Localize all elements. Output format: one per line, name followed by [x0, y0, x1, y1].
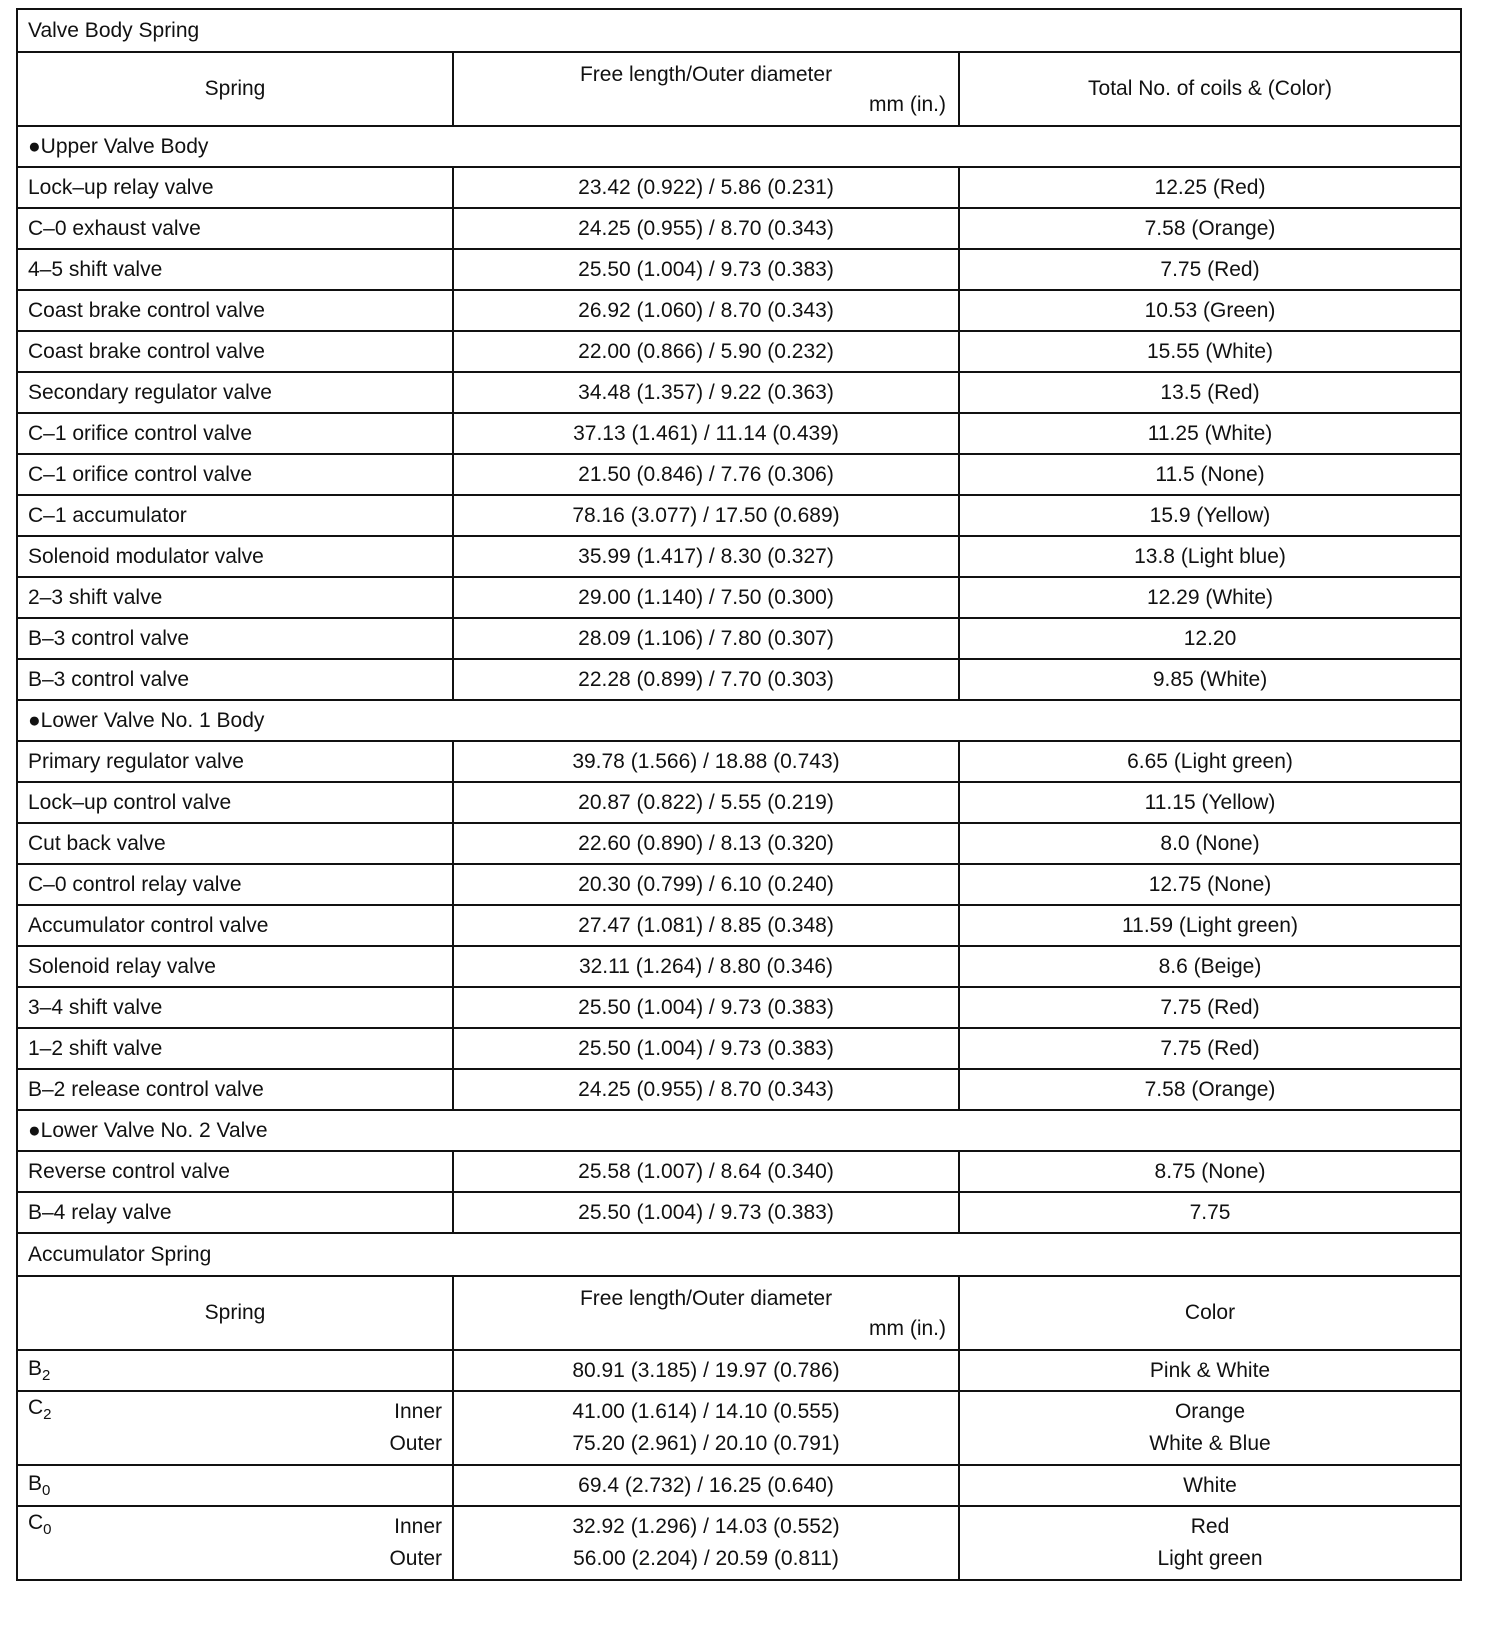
- free-length-value: 75.20 (2.961) / 20.10 (0.791): [572, 1432, 840, 1455]
- table-row: [17, 946, 1461, 987]
- spring-name: [28, 1472, 50, 1499]
- table-row: [17, 741, 1461, 782]
- coils-color-value: 6.65 (Light green): [1127, 749, 1293, 773]
- free-length-value: 56.00 (2.204) / 20.59 (0.811): [573, 1547, 839, 1570]
- table-row: [17, 1391, 1461, 1465]
- color-value: Orange: [1174, 1400, 1246, 1423]
- free-length-value: 32.11 (1.264) / 8.80 (0.346): [578, 954, 834, 978]
- coils-color-value: 15.9 (Yellow): [1149, 503, 1271, 527]
- spring-name: Primary regulator valve: [28, 749, 244, 773]
- free-length-value: 21.50 (0.846) / 7.76 (0.306): [578, 462, 834, 486]
- free-length-value: 34.48 (1.357) / 9.22 (0.363): [578, 380, 834, 404]
- spring-name: Lock–up control valve: [28, 790, 232, 814]
- free-length-value: 28.09 (1.106) / 7.80 (0.307): [578, 626, 834, 650]
- header-free-length: Free length/Outer diameter: [579, 1287, 833, 1310]
- coils-color-value: 10.53 (Green): [1144, 298, 1276, 322]
- spring-name: 4–5 shift valve: [28, 257, 163, 281]
- section-title-row: [17, 1233, 1461, 1276]
- header-unit: mm (in.): [869, 1317, 946, 1340]
- free-length-value: 24.25 (0.955) / 8.70 (0.343): [578, 1077, 834, 1101]
- spring-spec-document: [16, 8, 1462, 1581]
- part-label: Outer: [389, 1547, 442, 1570]
- color-value: Light green: [1157, 1547, 1263, 1570]
- coils-color-value: 11.15 (Yellow): [1144, 790, 1276, 814]
- table-title: Valve Body Spring: [28, 18, 200, 42]
- coils-color-value: 11.5 (None): [1155, 462, 1265, 486]
- coils-color-value: 15.55 (White): [1146, 339, 1274, 363]
- header-row: [17, 52, 1461, 126]
- free-length-value: 78.16 (3.077) / 17.50 (0.689): [572, 503, 840, 527]
- free-length-value: 29.00 (1.140) / 7.50 (0.300): [578, 585, 834, 609]
- free-length-value: 22.28 (0.899) / 7.70 (0.303): [578, 667, 834, 691]
- spring-name: Solenoid modulator valve: [28, 544, 264, 568]
- spring-name: C–1 orifice control valve: [28, 421, 253, 445]
- part-label: Inner: [394, 1515, 442, 1538]
- free-length-value: 80.91 (3.185) / 19.97 (0.786): [572, 1358, 840, 1382]
- spring-subscript: 2: [43, 1406, 52, 1423]
- table-row: [17, 290, 1461, 331]
- table-row: [17, 864, 1461, 905]
- spring-letter: B: [28, 1357, 43, 1380]
- table-row: [17, 331, 1461, 372]
- table-row: [17, 987, 1461, 1028]
- coils-color-value: 7.75 (Red): [1160, 995, 1260, 1019]
- part-label: Inner: [394, 1400, 442, 1423]
- section-row: [17, 700, 1461, 741]
- table-row: [17, 413, 1461, 454]
- free-length-value: 22.60 (0.890) / 8.13 (0.320): [578, 831, 834, 855]
- section-row: [17, 126, 1461, 167]
- free-length-value: 22.00 (0.866) / 5.90 (0.232): [578, 339, 834, 363]
- spring-name: B–4 relay valve: [28, 1200, 172, 1224]
- spring-name: B–3 control valve: [28, 667, 190, 691]
- free-length-value: 25.50 (1.004) / 9.73 (0.383): [578, 1200, 834, 1224]
- table-row: [17, 905, 1461, 946]
- table-row: [17, 167, 1461, 208]
- table-row: [17, 1465, 1461, 1506]
- section-title-row: [17, 9, 1461, 52]
- coils-color-value: 7.75 (Red): [1160, 257, 1260, 281]
- spring-name: Lock–up relay valve: [28, 175, 214, 199]
- free-length-value: 41.00 (1.614) / 14.10 (0.555): [572, 1400, 840, 1423]
- spring-name: Accumulator control valve: [28, 913, 269, 937]
- table-row: [17, 659, 1461, 700]
- table-row: [17, 577, 1461, 618]
- color-value: White & Blue: [1149, 1432, 1271, 1455]
- section-label: ●Lower Valve No. 2 Valve: [28, 1118, 268, 1142]
- coils-color-value: 12.75 (None): [1148, 872, 1272, 896]
- coils-color-value: 12.29 (White): [1146, 585, 1274, 609]
- table-title: Accumulator Spring: [28, 1242, 212, 1266]
- coils-color-value: 13.8 (Light blue): [1134, 544, 1286, 568]
- free-length-value: 69.4 (2.732) / 16.25 (0.640): [578, 1473, 834, 1497]
- coils-color-value: 7.75 (Red): [1160, 1036, 1260, 1060]
- spring-name: C–0 exhaust valve: [28, 216, 201, 240]
- spring-name: Solenoid relay valve: [28, 954, 216, 978]
- spring-name: C–1 accumulator: [28, 503, 187, 527]
- free-length-value: 20.30 (0.799) / 6.10 (0.240): [578, 872, 834, 896]
- spring-name: Coast brake control valve: [28, 339, 265, 363]
- section-label: ●Lower Valve No. 1 Body: [28, 708, 265, 732]
- table-row: [17, 454, 1461, 495]
- coils-color-value: 9.85 (White): [1152, 667, 1268, 691]
- table-row: [17, 372, 1461, 413]
- spring-letter: C: [28, 1396, 44, 1419]
- table-row: [17, 782, 1461, 823]
- table-row: [17, 495, 1461, 536]
- coils-color-value: 7.75: [1189, 1200, 1231, 1224]
- coils-color-value: 8.75 (None): [1154, 1159, 1266, 1183]
- spring-name: C–0 control relay valve: [28, 872, 242, 896]
- table-row: [17, 536, 1461, 577]
- color-value: Pink & White: [1149, 1358, 1271, 1382]
- spring-subscript: 2: [42, 1367, 51, 1384]
- coils-color-value: 12.20: [1183, 626, 1237, 650]
- color-value: Red: [1190, 1515, 1230, 1538]
- table-row: [17, 1028, 1461, 1069]
- spring-name: B–2 release control valve: [28, 1077, 264, 1101]
- table-row: [17, 823, 1461, 864]
- spring-name: [28, 1511, 52, 1538]
- coils-color-value: 12.25 (Red): [1154, 175, 1266, 199]
- spring-letter: B: [28, 1472, 43, 1495]
- free-length-value: 26.92 (1.060) / 8.70 (0.343): [578, 298, 834, 322]
- free-length-value: 25.58 (1.007) / 8.64 (0.340): [578, 1159, 834, 1183]
- spring-subscript: 0: [42, 1482, 51, 1499]
- free-length-value: 23.42 (0.922) / 5.86 (0.231): [578, 175, 834, 199]
- table-row: [17, 249, 1461, 290]
- coils-color-value: 11.25 (White): [1147, 421, 1273, 445]
- header-free-length: Free length/Outer diameter: [579, 63, 833, 86]
- header-spring: Spring: [204, 1301, 266, 1324]
- spring-name: B–3 control valve: [28, 626, 190, 650]
- coils-color-value: 11.59 (Light green): [1122, 913, 1298, 937]
- spring-name: C–1 orifice control valve: [28, 462, 253, 486]
- spring-letter: C: [28, 1511, 44, 1534]
- section-row: [17, 1110, 1461, 1151]
- header-row: [17, 1276, 1461, 1350]
- free-length-value: 25.50 (1.004) / 9.73 (0.383): [578, 995, 834, 1019]
- spring-name: 3–4 shift valve: [28, 995, 163, 1019]
- header-spring: Spring: [204, 77, 266, 100]
- spring-name: [28, 1357, 50, 1384]
- coils-color-value: 8.6 (Beige): [1158, 954, 1262, 978]
- part-label: Outer: [389, 1432, 442, 1455]
- free-length-value: 35.99 (1.417) / 8.30 (0.327): [578, 544, 834, 568]
- spring-name: 2–3 shift valve: [28, 585, 163, 609]
- table-row: [17, 618, 1461, 659]
- coils-color-value: 13.5 (Red): [1160, 380, 1260, 404]
- spring-name: [28, 1396, 52, 1423]
- coils-color-value: 7.58 (Orange): [1144, 1077, 1276, 1101]
- free-length-value: 37.13 (1.461) / 11.14 (0.439): [573, 421, 839, 445]
- free-length-value: 32.92 (1.296) / 14.03 (0.552): [572, 1515, 840, 1538]
- spring-name: Secondary regulator valve: [28, 380, 272, 404]
- free-length-value: 24.25 (0.955) / 8.70 (0.343): [578, 216, 834, 240]
- free-length-value: 25.50 (1.004) / 9.73 (0.383): [578, 257, 834, 281]
- header-color: Color: [1184, 1301, 1236, 1324]
- coils-color-value: 7.58 (Orange): [1144, 216, 1276, 240]
- free-length-value: 25.50 (1.004) / 9.73 (0.383): [578, 1036, 834, 1060]
- table-row: [17, 1151, 1461, 1192]
- coils-color-value: 8.0 (None): [1160, 831, 1260, 855]
- spring-name: 1–2 shift valve: [28, 1036, 163, 1060]
- table-row: [17, 1350, 1461, 1391]
- color-value: White: [1183, 1473, 1237, 1497]
- spring-name: Coast brake control valve: [28, 298, 265, 322]
- table-row: [17, 1192, 1461, 1233]
- spring-subscript: 0: [43, 1521, 52, 1538]
- section-label: ●Upper Valve Body: [28, 134, 209, 158]
- free-length-value: 20.87 (0.822) / 5.55 (0.219): [578, 790, 834, 814]
- free-length-value: 39.78 (1.566) / 18.88 (0.743): [572, 749, 840, 773]
- table-row: [17, 208, 1461, 249]
- header-unit: mm (in.): [869, 93, 946, 116]
- table-row: [17, 1506, 1461, 1580]
- table-row: [17, 1069, 1461, 1110]
- spring-name: Reverse control valve: [28, 1159, 230, 1183]
- free-length-value: 27.47 (1.081) / 8.85 (0.348): [578, 913, 834, 937]
- header-coils: Total No. of coils & (Color): [1088, 77, 1332, 100]
- spring-spec-table: [16, 8, 1462, 1581]
- spring-name: Cut back valve: [28, 831, 166, 855]
